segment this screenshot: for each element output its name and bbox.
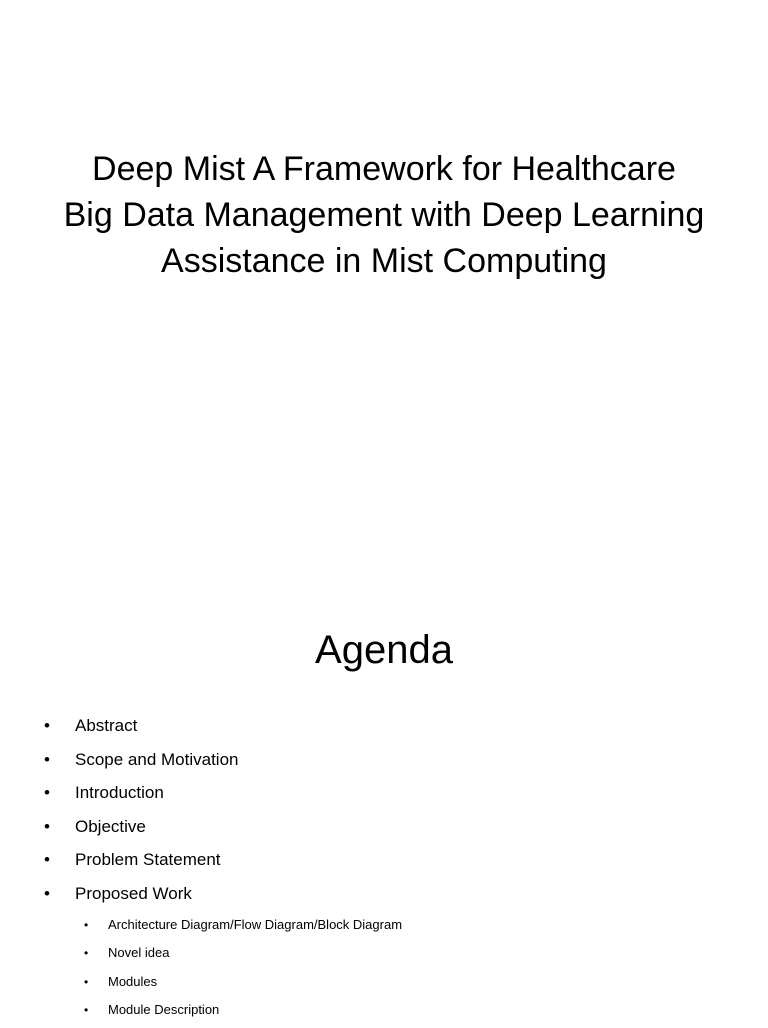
presentation-title: [40, 146, 728, 284]
agenda-title: Agenda: [315, 628, 453, 672]
agenda-item-label: Abstract: [75, 716, 138, 735]
agenda-item: [0, 813, 402, 847]
agenda-item-label: Proposed Work: [75, 883, 192, 903]
bullet-icon: •: [44, 816, 50, 836]
title-line: Deep Mist A Framework for Healthcare: [92, 150, 676, 188]
agenda-item-label: Problem Statement: [75, 850, 221, 870]
sub-item-label: Modules: [108, 973, 158, 989]
agenda-item-label: Objective: [75, 816, 146, 836]
title-line: Assistance in Mist Computing: [161, 242, 607, 280]
sub-item: [0, 971, 402, 1000]
agenda-item: [0, 712, 402, 746]
sub-item-label: Architecture Diagram/Flow Diagram/Block Diagram: [108, 916, 403, 932]
agenda-item: [0, 779, 402, 813]
agenda-list: [0, 712, 402, 1028]
sub-item-label: Novel idea: [108, 945, 170, 961]
agenda-item: [0, 846, 402, 880]
bullet-icon: •: [44, 749, 50, 769]
sub-item-label: Module Description: [108, 1002, 220, 1018]
agenda-item: [0, 746, 402, 780]
bullet-icon: •: [84, 974, 89, 989]
agenda-slide: [0, 576, 768, 1024]
bullet-icon: •: [44, 716, 50, 735]
title-line: Big Data Management with Deep Learning: [63, 196, 705, 234]
sub-list: [0, 914, 402, 1028]
agenda-item-label: Scope and Motivation: [75, 749, 239, 769]
agenda-item: [0, 880, 402, 914]
bullet-icon: •: [84, 946, 89, 961]
agenda-item-label: Introduction: [75, 783, 164, 803]
sub-list-container: [0, 914, 402, 1028]
bullet-icon: •: [84, 917, 89, 932]
sub-item: [0, 942, 402, 971]
bullet-icon: •: [44, 850, 50, 870]
bullet-icon: •: [84, 1003, 89, 1018]
sub-item: [0, 914, 402, 943]
bullet-icon: •: [44, 883, 50, 903]
bullet-icon: •: [44, 783, 50, 803]
